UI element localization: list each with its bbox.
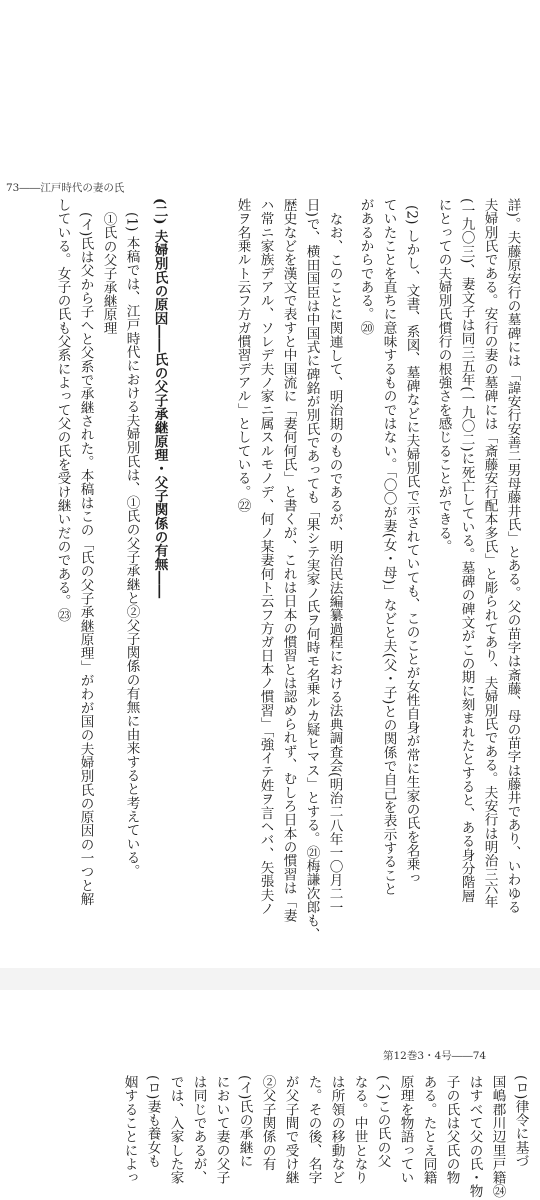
text-line: は同じであるが、 bbox=[190, 1075, 207, 1185]
subheading: ②父子関係の有 bbox=[259, 1075, 276, 1171]
text-line: において妻の父子 bbox=[213, 1075, 230, 1185]
text-line: は所領の移動など bbox=[328, 1075, 345, 1185]
text-line: はすべて父の氏・物 bbox=[466, 1075, 483, 1198]
text-line: している。女子の氏も父系によって父の氏を受け継いだのである。㉓ bbox=[54, 198, 71, 622]
text-line: では、入家した家 bbox=[167, 1075, 184, 1185]
page-74 bbox=[0, 990, 540, 1200]
running-header-left: 73――江戸時代の妻の氏 bbox=[6, 182, 125, 194]
text-line: (1) 本稿では、江戸時代における夫婦別氏は、①氏の父子承継と②父子関係の有無に由来すると考えている。 bbox=[123, 212, 140, 878]
text-line: 姻することによっ bbox=[121, 1075, 138, 1185]
text-line: (イ)氏は父から子へと父系で承継された。本稿はこの「氏の父子承継原理」がわが国の夫婦別氏の原因の一つと解 bbox=[77, 212, 94, 906]
subheading: ①氏の父子承継原理 bbox=[100, 212, 117, 335]
text-line: ハ常ニ家族デアル、ソレデ夫ノ家ニ属スルモノデ、何ノ某妻何ト云フ方ガ日本ノ慣習」「強イテ姓ヲ言ヘバ、矢張夫ノ bbox=[257, 198, 274, 916]
text-line: (ロ)妻も養女も bbox=[144, 1075, 161, 1168]
text-line: 子の氏は父氏の物 bbox=[443, 1075, 460, 1185]
running-header-right: 第12巻3・4号――74 bbox=[383, 1050, 487, 1062]
text-line: (イ)氏の承継に bbox=[236, 1075, 253, 1168]
text-line: があるからである。⑳ bbox=[357, 198, 374, 335]
text-line: にとっての夫婦別氏慣行の根強さを感じることができる。 bbox=[435, 198, 452, 554]
text-line: た。その後、名字 bbox=[305, 1075, 322, 1185]
text-line: (ロ)律令に基づ bbox=[512, 1075, 529, 1168]
text-line: (2) しかし、文書、系図、墓碑などに夫婦別氏で示されていても、このことが女性自身が常に生家の氏を名乗っ bbox=[403, 205, 420, 885]
section-heading: (二) 夫婦別氏の原因――氏の父子承継原理・父子関係の有無―― bbox=[151, 198, 168, 599]
text-line: 歴史などを漢文で表すと中国流に「妻何何氏」と書くが、これは日本の慣習とは認められず、むしろ日本の慣習は「妻 bbox=[280, 198, 297, 922]
text-line: 国嶋郡川辺里戸籍㉔ bbox=[489, 1075, 506, 1198]
text-line: が父子間で受け継 bbox=[282, 1075, 299, 1185]
text-line: 姓ヲ名乗ルト云フ方ガ慣習デアル」としている。㉒ bbox=[234, 198, 251, 513]
text-line: 日)で、横田国臣は中国式に碑銘が別氏であっても「果シテ実家ノ氏ヲ何時モ名乗ルカ疑ヒマス」とする。㉑梅謙次郎も、 bbox=[303, 198, 320, 942]
text-line: ある。たとえ同籍 bbox=[420, 1075, 437, 1185]
text-line: なお、このことに関連して、明治期のものであるが、明治民法編纂過程における法典調査会(明治二八年一〇月二一 bbox=[326, 212, 343, 915]
text-line: 詳)。夫藤原安行の墓碑には「諱安行安善二男母藤井氏」とある。父の苗字は斎藤、母の苗字は藤井であり、いわゆる bbox=[504, 198, 521, 914]
text-line: 夫婦別氏である。安行の妻の墓碑には「斎藤安行配本多氏」と彫られてあり、夫婦別氏である。夫安行は明治三六年 bbox=[481, 198, 498, 909]
text-line: なる。中世となり bbox=[351, 1075, 368, 1185]
text-line: ていたことを直ちに意味するものではない。「〇〇が妻(女・母)」などと夫(父・子)との関係で自己を表示すること bbox=[380, 198, 397, 896]
text-line: (ハ)この氏の父 bbox=[374, 1075, 391, 1168]
text-line: 原理を物語ってい bbox=[397, 1075, 414, 1185]
text-line: (一九〇三)、妻文子は同三五年(一九〇二)に死亡している。墓碑の碑文がこの期に刻まれたとすると、ある身分階層 bbox=[458, 198, 475, 903]
